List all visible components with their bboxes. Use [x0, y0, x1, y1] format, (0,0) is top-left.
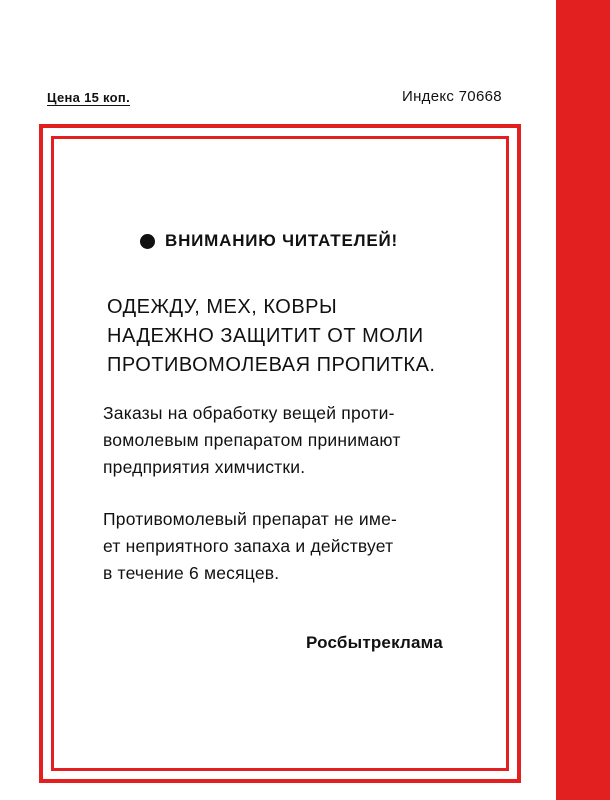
- paragraph-line: в течение 6 месяцев.: [103, 563, 280, 583]
- paragraph-properties: [103, 506, 397, 587]
- signature: Росбытреклама: [306, 633, 443, 652]
- notice-heading: [140, 231, 398, 251]
- red-side-strip: [556, 0, 610, 800]
- paragraph-line: Противомолевый препарат не име-: [103, 509, 398, 529]
- index-label: Индекс 70668: [402, 88, 502, 105]
- paragraph-line: предприятия химчистки.: [103, 457, 306, 477]
- notice-heading-text: ВНИМАНИЮ ЧИТАТЕЛЕЙ!: [165, 231, 398, 250]
- lead-line: ОДЕЖДУ, МЕХ, КОВРЫ: [107, 296, 338, 318]
- lead-line: НАДЕЖНО ЗАЩИТИТ ОТ МОЛИ: [107, 325, 424, 347]
- lead-line: ПРОТИВОМОЛЕВАЯ ПРОПИТКА.: [107, 354, 436, 376]
- paragraph-line: Заказы на обработку вещей проти-: [103, 403, 395, 423]
- price-label: Цена 15 коп.: [47, 90, 130, 105]
- lead-block: [107, 293, 435, 380]
- paragraph-line: вомолевым препаратом принимают: [103, 430, 401, 450]
- paragraph-orders: [103, 400, 401, 481]
- bullet-icon: [140, 234, 155, 249]
- paragraph-line: ет неприятного запаха и действует: [103, 536, 394, 556]
